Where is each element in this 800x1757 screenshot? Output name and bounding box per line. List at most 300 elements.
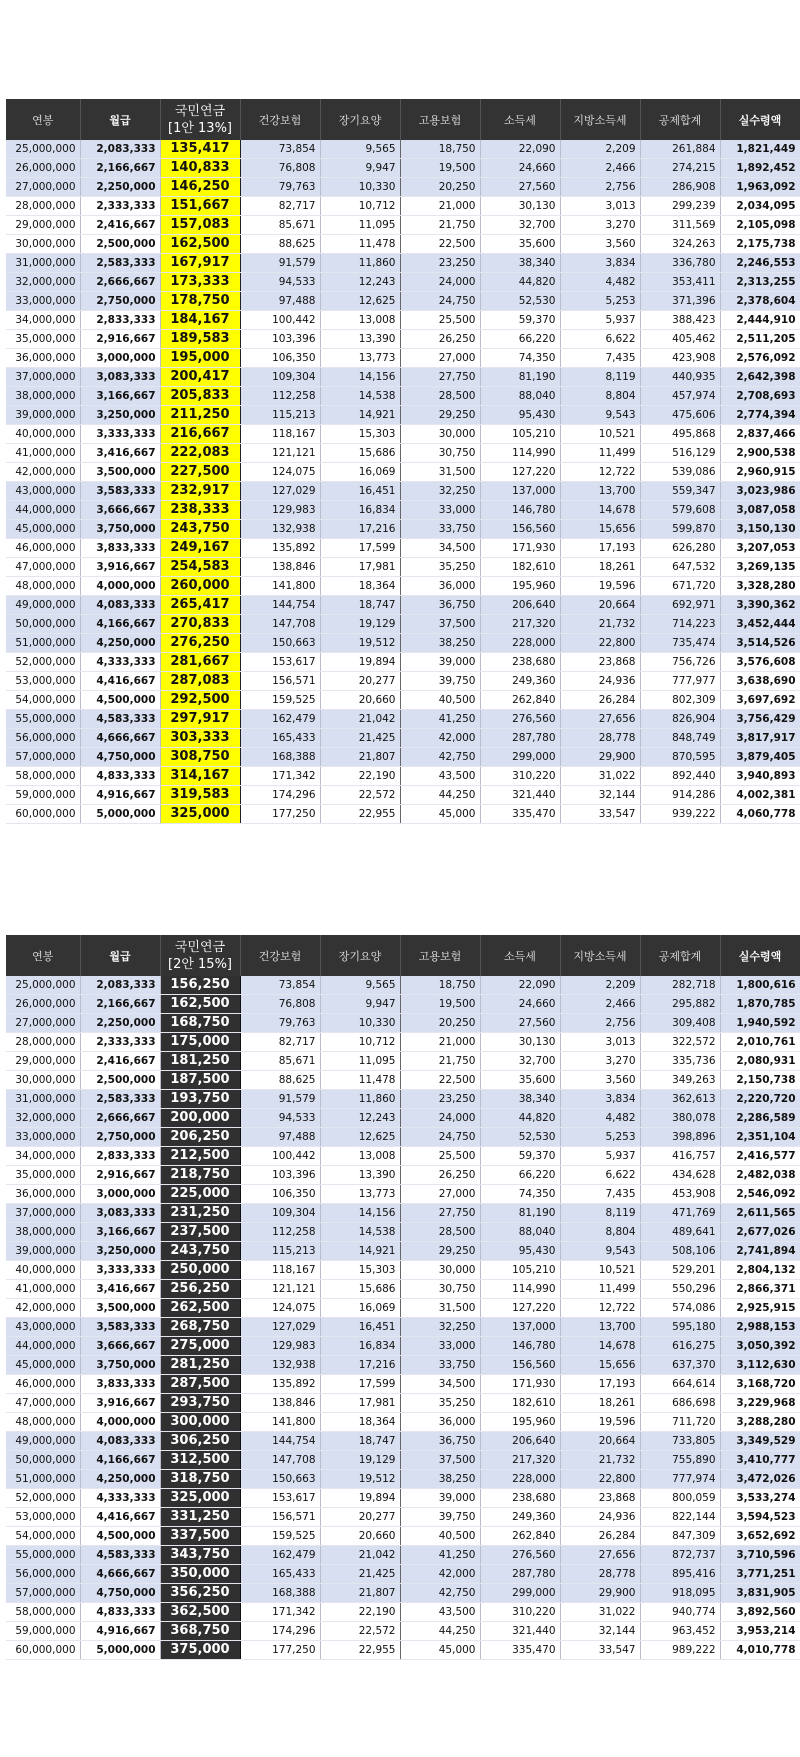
- cell-pension: 300,000: [160, 1413, 240, 1432]
- cell-employment-insurance: 45,000: [400, 1641, 480, 1660]
- cell-monthly-salary: 2,083,333: [80, 140, 160, 159]
- cell-income-tax: 249,360: [480, 1508, 560, 1527]
- cell-long-term-care: 22,572: [320, 786, 400, 805]
- table-row: [6, 1337, 800, 1356]
- cell-annual-salary: 31,000,000: [6, 254, 80, 273]
- cell-annual-salary: 58,000,000: [6, 767, 80, 786]
- cell-long-term-care: 14,156: [320, 368, 400, 387]
- col-long-term-care: 장기요양: [320, 935, 400, 976]
- table-row: [6, 995, 800, 1014]
- cell-total-deduction: 939,222: [640, 805, 720, 824]
- cell-monthly-salary: 2,416,667: [80, 1052, 160, 1071]
- cell-employment-insurance: 24,750: [400, 292, 480, 311]
- cell-employment-insurance: 42,000: [400, 729, 480, 748]
- document-header: [0, 0, 800, 97]
- cell-annual-salary: 40,000,000: [6, 1261, 80, 1280]
- cell-employment-insurance: 39,000: [400, 653, 480, 672]
- cell-monthly-salary: 4,000,000: [80, 1413, 160, 1432]
- cell-long-term-care: 17,216: [320, 520, 400, 539]
- cell-net-pay: 3,087,058: [720, 501, 800, 520]
- cell-local-income-tax: 24,936: [560, 672, 640, 691]
- cell-annual-salary: 45,000,000: [6, 520, 80, 539]
- cell-pension: 200,000: [160, 1109, 240, 1128]
- cell-long-term-care: 16,834: [320, 1337, 400, 1356]
- cell-total-deduction: 692,971: [640, 596, 720, 615]
- cell-employment-insurance: 21,750: [400, 216, 480, 235]
- table-row: [6, 1014, 800, 1033]
- cell-income-tax: 74,350: [480, 349, 560, 368]
- col-annual-salary: 연봉: [6, 99, 80, 140]
- table-row: [6, 1318, 800, 1337]
- table-row: [6, 349, 800, 368]
- cell-monthly-salary: 3,750,000: [80, 520, 160, 539]
- cell-annual-salary: 57,000,000: [6, 1584, 80, 1603]
- cell-total-deduction: 286,908: [640, 178, 720, 197]
- cell-health-insurance: 135,892: [240, 539, 320, 558]
- cell-long-term-care: 22,955: [320, 1641, 400, 1660]
- cell-annual-salary: 49,000,000: [6, 596, 80, 615]
- cell-pension: 162,500: [160, 995, 240, 1014]
- cell-health-insurance: 97,488: [240, 292, 320, 311]
- cell-pension: 314,167: [160, 767, 240, 786]
- cell-total-deduction: 550,296: [640, 1280, 720, 1299]
- cell-income-tax: 32,700: [480, 1052, 560, 1071]
- cell-local-income-tax: 32,144: [560, 1622, 640, 1641]
- cell-employment-insurance: 21,750: [400, 1052, 480, 1071]
- cell-net-pay: 3,892,560: [720, 1603, 800, 1622]
- cell-long-term-care: 14,538: [320, 1223, 400, 1242]
- cell-total-deduction: 940,774: [640, 1603, 720, 1622]
- table-row: [6, 368, 800, 387]
- cell-net-pay: 3,328,280: [720, 577, 800, 596]
- cell-annual-salary: 58,000,000: [6, 1603, 80, 1622]
- table-row: [6, 1242, 800, 1261]
- cell-pension: 254,583: [160, 558, 240, 577]
- cell-local-income-tax: 33,547: [560, 1641, 640, 1660]
- cell-local-income-tax: 11,499: [560, 444, 640, 463]
- cell-income-tax: 156,560: [480, 520, 560, 539]
- cell-net-pay: 3,023,986: [720, 482, 800, 501]
- cell-long-term-care: 19,129: [320, 1451, 400, 1470]
- table-row: [6, 1489, 800, 1508]
- cell-income-tax: 335,470: [480, 1641, 560, 1660]
- cell-income-tax: 81,190: [480, 368, 560, 387]
- cell-employment-insurance: 27,000: [400, 349, 480, 368]
- cell-employment-insurance: 32,250: [400, 1318, 480, 1337]
- cell-employment-insurance: 24,000: [400, 273, 480, 292]
- cell-income-tax: 206,640: [480, 1432, 560, 1451]
- cell-pension: 178,750: [160, 292, 240, 311]
- cell-total-deduction: 686,698: [640, 1394, 720, 1413]
- cell-employment-insurance: 33,750: [400, 520, 480, 539]
- cell-income-tax: 127,220: [480, 1299, 560, 1318]
- table-row: [6, 482, 800, 501]
- cell-health-insurance: 88,625: [240, 235, 320, 254]
- cell-net-pay: 3,168,720: [720, 1375, 800, 1394]
- cell-health-insurance: 129,983: [240, 1337, 320, 1356]
- cell-monthly-salary: 2,833,333: [80, 1147, 160, 1166]
- cell-health-insurance: 153,617: [240, 1489, 320, 1508]
- cell-long-term-care: 17,216: [320, 1356, 400, 1375]
- cell-local-income-tax: 32,144: [560, 786, 640, 805]
- table-row: [6, 1527, 800, 1546]
- cell-long-term-care: 13,008: [320, 311, 400, 330]
- cell-health-insurance: 73,854: [240, 976, 320, 995]
- cell-total-deduction: 637,370: [640, 1356, 720, 1375]
- cell-long-term-care: 21,425: [320, 1565, 400, 1584]
- cell-local-income-tax: 5,937: [560, 311, 640, 330]
- cell-total-deduction: 872,737: [640, 1546, 720, 1565]
- cell-net-pay: 2,010,761: [720, 1033, 800, 1052]
- cell-annual-salary: 38,000,000: [6, 1223, 80, 1242]
- cell-pension: 281,250: [160, 1356, 240, 1375]
- cell-net-pay: 3,112,630: [720, 1356, 800, 1375]
- cell-health-insurance: 79,763: [240, 178, 320, 197]
- col-health-insurance: 건강보험: [240, 935, 320, 976]
- cell-monthly-salary: 3,916,667: [80, 1394, 160, 1413]
- cell-long-term-care: 21,807: [320, 748, 400, 767]
- cell-monthly-salary: 4,500,000: [80, 691, 160, 710]
- cell-health-insurance: 112,258: [240, 387, 320, 406]
- table-row: [6, 805, 800, 824]
- cell-annual-salary: 51,000,000: [6, 634, 80, 653]
- cell-employment-insurance: 36,750: [400, 596, 480, 615]
- cell-net-pay: 3,533,274: [720, 1489, 800, 1508]
- cell-long-term-care: 9,947: [320, 995, 400, 1014]
- col-pension: [160, 935, 240, 976]
- cell-net-pay: 2,708,693: [720, 387, 800, 406]
- table-row: [6, 1565, 800, 1584]
- cell-long-term-care: 11,860: [320, 1090, 400, 1109]
- cell-pension: 212,500: [160, 1147, 240, 1166]
- cell-long-term-care: 11,478: [320, 235, 400, 254]
- cell-health-insurance: 124,075: [240, 463, 320, 482]
- cell-local-income-tax: 8,804: [560, 1223, 640, 1242]
- cell-pension: 292,500: [160, 691, 240, 710]
- pension-label: 국민연금: [174, 103, 226, 119]
- cell-total-deduction: 914,286: [640, 786, 720, 805]
- cell-pension: 225,000: [160, 1185, 240, 1204]
- cell-total-deduction: 335,736: [640, 1052, 720, 1071]
- pension-label: 국민연금: [174, 939, 226, 955]
- cell-pension: 250,000: [160, 1261, 240, 1280]
- cell-net-pay: 2,220,720: [720, 1090, 800, 1109]
- col-health-insurance: 건강보험: [240, 99, 320, 140]
- cell-monthly-salary: 3,250,000: [80, 1242, 160, 1261]
- cell-employment-insurance: 37,500: [400, 615, 480, 634]
- cell-local-income-tax: 17,193: [560, 539, 640, 558]
- table-row: [6, 1204, 800, 1223]
- cell-local-income-tax: 19,596: [560, 577, 640, 596]
- cell-income-tax: 38,340: [480, 254, 560, 273]
- cell-employment-insurance: 27,750: [400, 1204, 480, 1223]
- cell-employment-insurance: 36,750: [400, 1432, 480, 1451]
- cell-local-income-tax: 14,678: [560, 1337, 640, 1356]
- cell-health-insurance: 100,442: [240, 1147, 320, 1166]
- cell-total-deduction: 336,780: [640, 254, 720, 273]
- cell-monthly-salary: 3,333,333: [80, 425, 160, 444]
- cell-employment-insurance: 27,750: [400, 368, 480, 387]
- cell-total-deduction: 322,572: [640, 1033, 720, 1052]
- cell-total-deduction: 261,884: [640, 140, 720, 159]
- cell-total-deduction: 324,263: [640, 235, 720, 254]
- cell-long-term-care: 13,773: [320, 349, 400, 368]
- table-row: [6, 1090, 800, 1109]
- cell-employment-insurance: 34,500: [400, 539, 480, 558]
- cell-health-insurance: 103,396: [240, 330, 320, 349]
- cell-total-deduction: 616,275: [640, 1337, 720, 1356]
- cell-annual-salary: 55,000,000: [6, 710, 80, 729]
- cell-income-tax: 182,610: [480, 1394, 560, 1413]
- cell-income-tax: 156,560: [480, 1356, 560, 1375]
- table-row: [6, 1470, 800, 1489]
- cell-income-tax: 146,780: [480, 1337, 560, 1356]
- cell-net-pay: 3,050,392: [720, 1337, 800, 1356]
- cell-income-tax: 27,560: [480, 178, 560, 197]
- cell-health-insurance: 121,121: [240, 1280, 320, 1299]
- cell-employment-insurance: 35,250: [400, 1394, 480, 1413]
- cell-monthly-salary: 4,416,667: [80, 672, 160, 691]
- cell-monthly-salary: 3,916,667: [80, 558, 160, 577]
- table-row: [6, 254, 800, 273]
- table-row: [6, 710, 800, 729]
- cell-annual-salary: 49,000,000: [6, 1432, 80, 1451]
- cell-net-pay: 3,269,135: [720, 558, 800, 577]
- cell-net-pay: 3,207,053: [720, 539, 800, 558]
- table-row: [6, 653, 800, 672]
- cell-local-income-tax: 10,521: [560, 425, 640, 444]
- cell-total-deduction: 822,144: [640, 1508, 720, 1527]
- cell-annual-salary: 33,000,000: [6, 292, 80, 311]
- table-row: [6, 1508, 800, 1527]
- cell-annual-salary: 27,000,000: [6, 178, 80, 197]
- cell-long-term-care: 17,599: [320, 1375, 400, 1394]
- cell-pension: 238,333: [160, 501, 240, 520]
- cell-local-income-tax: 12,722: [560, 1299, 640, 1318]
- table-row: [6, 1603, 800, 1622]
- cell-pension: 375,000: [160, 1641, 240, 1660]
- table-row: [6, 1546, 800, 1565]
- cell-pension: 276,250: [160, 634, 240, 653]
- cell-net-pay: 2,416,577: [720, 1147, 800, 1166]
- table-row: [6, 387, 800, 406]
- table-row: [6, 1128, 800, 1147]
- cell-net-pay: 2,444,910: [720, 311, 800, 330]
- cell-pension: 249,167: [160, 539, 240, 558]
- cell-total-deduction: 405,462: [640, 330, 720, 349]
- cell-monthly-salary: 3,666,667: [80, 501, 160, 520]
- cell-annual-salary: 42,000,000: [6, 463, 80, 482]
- cell-annual-salary: 26,000,000: [6, 159, 80, 178]
- cell-pension: 260,000: [160, 577, 240, 596]
- cell-monthly-salary: 2,166,667: [80, 159, 160, 178]
- cell-income-tax: 35,600: [480, 1071, 560, 1090]
- table-row: [6, 1261, 800, 1280]
- cell-long-term-care: 18,747: [320, 596, 400, 615]
- cell-monthly-salary: 2,583,333: [80, 254, 160, 273]
- cell-net-pay: 3,594,523: [720, 1508, 800, 1527]
- cell-monthly-salary: 4,750,000: [80, 1584, 160, 1603]
- table-row: [6, 1033, 800, 1052]
- cell-local-income-tax: 2,756: [560, 178, 640, 197]
- cell-local-income-tax: 18,261: [560, 558, 640, 577]
- cell-annual-salary: 35,000,000: [6, 1166, 80, 1185]
- cell-income-tax: 299,000: [480, 1584, 560, 1603]
- cell-employment-insurance: 22,500: [400, 235, 480, 254]
- cell-employment-insurance: 44,250: [400, 1622, 480, 1641]
- cell-monthly-salary: 3,083,333: [80, 1204, 160, 1223]
- cell-net-pay: 2,175,738: [720, 235, 800, 254]
- cell-monthly-salary: 2,833,333: [80, 311, 160, 330]
- cell-income-tax: 228,000: [480, 1470, 560, 1489]
- cell-income-tax: 137,000: [480, 482, 560, 501]
- table-row: [6, 1223, 800, 1242]
- cell-net-pay: 2,611,565: [720, 1204, 800, 1223]
- table-row: [6, 1356, 800, 1375]
- cell-local-income-tax: 2,209: [560, 976, 640, 995]
- cell-local-income-tax: 29,900: [560, 748, 640, 767]
- cell-monthly-salary: 4,333,333: [80, 653, 160, 672]
- cell-annual-salary: 60,000,000: [6, 805, 80, 824]
- cell-net-pay: 2,511,205: [720, 330, 800, 349]
- cell-health-insurance: 135,892: [240, 1375, 320, 1394]
- cell-net-pay: 1,940,592: [720, 1014, 800, 1033]
- cell-employment-insurance: 42,750: [400, 748, 480, 767]
- table-row: [6, 748, 800, 767]
- cell-employment-insurance: 33,000: [400, 501, 480, 520]
- cell-health-insurance: 118,167: [240, 425, 320, 444]
- cell-health-insurance: 109,304: [240, 1204, 320, 1223]
- cell-employment-insurance: 22,500: [400, 1071, 480, 1090]
- cell-monthly-salary: 3,250,000: [80, 406, 160, 425]
- cell-local-income-tax: 33,547: [560, 805, 640, 824]
- cell-employment-insurance: 39,750: [400, 1508, 480, 1527]
- cell-income-tax: 228,000: [480, 634, 560, 653]
- cell-long-term-care: 11,478: [320, 1071, 400, 1090]
- cell-pension: 350,000: [160, 1565, 240, 1584]
- cell-pension: 135,417: [160, 140, 240, 159]
- cell-monthly-salary: 2,166,667: [80, 995, 160, 1014]
- cell-local-income-tax: 3,270: [560, 1052, 640, 1071]
- cell-income-tax: 74,350: [480, 1185, 560, 1204]
- cell-employment-insurance: 41,250: [400, 710, 480, 729]
- cell-net-pay: 3,576,608: [720, 653, 800, 672]
- cell-local-income-tax: 15,656: [560, 520, 640, 539]
- cell-local-income-tax: 21,732: [560, 615, 640, 634]
- cell-monthly-salary: 4,750,000: [80, 748, 160, 767]
- cell-pension: 227,500: [160, 463, 240, 482]
- cell-employment-insurance: 30,000: [400, 1261, 480, 1280]
- cell-total-deduction: 475,606: [640, 406, 720, 425]
- cell-health-insurance: 82,717: [240, 1033, 320, 1052]
- cell-health-insurance: 177,250: [240, 805, 320, 824]
- cell-monthly-salary: 3,416,667: [80, 1280, 160, 1299]
- cell-total-deduction: 574,086: [640, 1299, 720, 1318]
- table-row: [6, 463, 800, 482]
- cell-total-deduction: 559,347: [640, 482, 720, 501]
- table-row: [6, 1451, 800, 1470]
- cell-health-insurance: 132,938: [240, 1356, 320, 1375]
- cell-total-deduction: 440,935: [640, 368, 720, 387]
- table-row: [6, 1052, 800, 1071]
- cell-annual-salary: 27,000,000: [6, 1014, 80, 1033]
- cell-annual-salary: 52,000,000: [6, 1489, 80, 1508]
- cell-net-pay: 2,804,132: [720, 1261, 800, 1280]
- cell-health-insurance: 76,808: [240, 995, 320, 1014]
- cell-net-pay: 2,286,589: [720, 1109, 800, 1128]
- cell-income-tax: 35,600: [480, 235, 560, 254]
- cell-income-tax: 217,320: [480, 615, 560, 634]
- cell-local-income-tax: 7,435: [560, 349, 640, 368]
- salary-table-plan-2: [6, 935, 800, 1660]
- cell-annual-salary: 37,000,000: [6, 1204, 80, 1223]
- cell-pension: 195,000: [160, 349, 240, 368]
- cell-long-term-care: 16,834: [320, 501, 400, 520]
- cell-monthly-salary: 3,500,000: [80, 463, 160, 482]
- table-header-row: [6, 935, 800, 976]
- table-row: [6, 1641, 800, 1660]
- cell-monthly-salary: 5,000,000: [80, 805, 160, 824]
- cell-pension: 303,333: [160, 729, 240, 748]
- cell-long-term-care: 22,955: [320, 805, 400, 824]
- cell-employment-insurance: 18,750: [400, 976, 480, 995]
- cell-income-tax: 217,320: [480, 1451, 560, 1470]
- cell-annual-salary: 35,000,000: [6, 330, 80, 349]
- cell-annual-salary: 55,000,000: [6, 1546, 80, 1565]
- table-row: [6, 596, 800, 615]
- cell-health-insurance: 147,708: [240, 615, 320, 634]
- cell-health-insurance: 159,525: [240, 691, 320, 710]
- cell-health-insurance: 115,213: [240, 406, 320, 425]
- cell-long-term-care: 18,364: [320, 577, 400, 596]
- cell-pension: 168,750: [160, 1014, 240, 1033]
- cell-local-income-tax: 21,732: [560, 1451, 640, 1470]
- cell-annual-salary: 47,000,000: [6, 1394, 80, 1413]
- cell-annual-salary: 40,000,000: [6, 425, 80, 444]
- cell-monthly-salary: 4,500,000: [80, 1527, 160, 1546]
- cell-net-pay: 1,870,785: [720, 995, 800, 1014]
- cell-net-pay: 2,837,466: [720, 425, 800, 444]
- table-row: [6, 1394, 800, 1413]
- cell-annual-salary: 33,000,000: [6, 1128, 80, 1147]
- cell-annual-salary: 56,000,000: [6, 729, 80, 748]
- cell-local-income-tax: 4,482: [560, 1109, 640, 1128]
- cell-local-income-tax: 13,700: [560, 482, 640, 501]
- cell-long-term-care: 13,390: [320, 1166, 400, 1185]
- cell-pension: 281,667: [160, 653, 240, 672]
- cell-annual-salary: 60,000,000: [6, 1641, 80, 1660]
- cell-net-pay: 3,652,692: [720, 1527, 800, 1546]
- cell-health-insurance: 76,808: [240, 159, 320, 178]
- cell-local-income-tax: 10,521: [560, 1261, 640, 1280]
- cell-pension: 181,250: [160, 1052, 240, 1071]
- cell-net-pay: 1,821,449: [720, 140, 800, 159]
- cell-total-deduction: 295,882: [640, 995, 720, 1014]
- cell-pension: 200,417: [160, 368, 240, 387]
- cell-total-deduction: 802,309: [640, 691, 720, 710]
- cell-local-income-tax: 4,482: [560, 273, 640, 292]
- cell-net-pay: 3,879,405: [720, 748, 800, 767]
- cell-long-term-care: 19,894: [320, 1489, 400, 1508]
- cell-health-insurance: 97,488: [240, 1128, 320, 1147]
- cell-local-income-tax: 20,664: [560, 596, 640, 615]
- table-row: [6, 1432, 800, 1451]
- table-row: [6, 501, 800, 520]
- cell-annual-salary: 37,000,000: [6, 368, 80, 387]
- cell-net-pay: 4,060,778: [720, 805, 800, 824]
- cell-employment-insurance: 21,000: [400, 1033, 480, 1052]
- cell-monthly-salary: 3,166,667: [80, 387, 160, 406]
